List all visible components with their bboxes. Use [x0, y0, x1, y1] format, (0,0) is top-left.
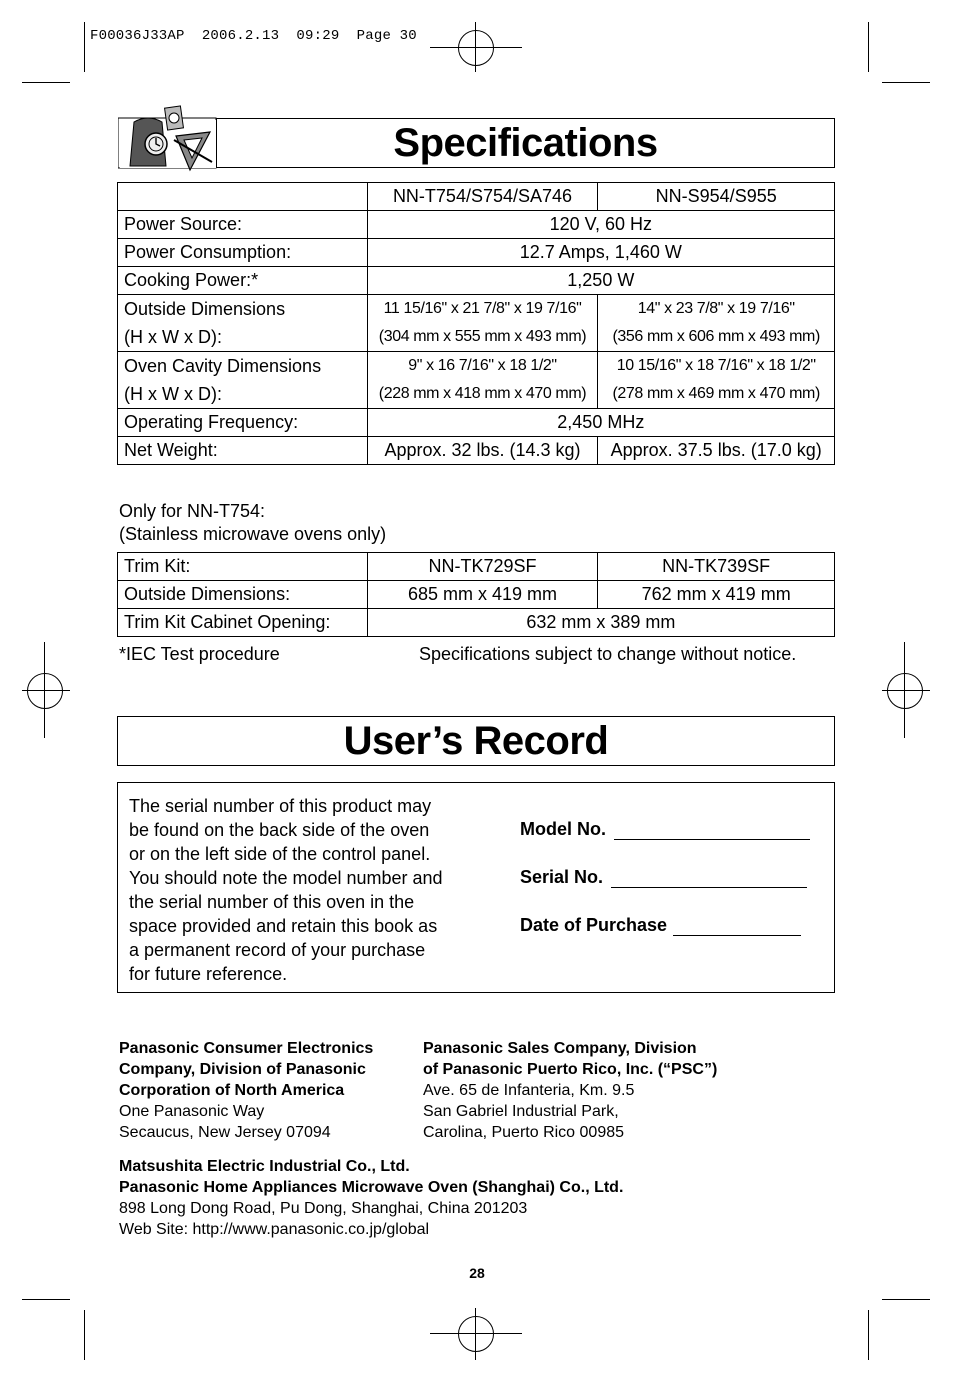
- table-row: [118, 211, 835, 239]
- row-label: Trim Kit:: [118, 553, 368, 581]
- row-value: NN-TK739SF: [598, 553, 835, 581]
- dimension-mm: (304 mm x 555 mm x 493 mm): [378, 328, 587, 345]
- footnote: *IEC Test procedure: [119, 644, 280, 664]
- row-value: [598, 295, 835, 352]
- model-number-label: Model No.: [520, 819, 606, 839]
- crop-mark: [882, 82, 930, 83]
- row-label: Outside Dimensions:: [118, 581, 368, 609]
- table-row: [118, 239, 835, 267]
- row-value: 762 mm x 419 mm: [598, 581, 835, 609]
- row-label: Power Consumption:: [118, 239, 368, 267]
- table-row: [118, 267, 835, 295]
- company-name-line: Panasonic Home Appliances Microwave Oven (Shanghai) Co., Ltd.: [119, 1179, 624, 1196]
- print-job-header: F00036J33AP 2006.2.13 09:29 Page 30: [90, 28, 417, 44]
- row-value: [367, 352, 598, 409]
- row-label-line: Outside Dimensions: [124, 299, 286, 319]
- specifications-title: Specifications: [393, 120, 658, 165]
- address-line: Carolina, Puerto Rico 00985: [423, 1124, 625, 1141]
- address-line: San Gabriel Industrial Park,: [423, 1103, 619, 1120]
- date-of-purchase-blank[interactable]: [673, 917, 801, 936]
- crop-mark: [882, 1299, 930, 1300]
- web-site-line: Web Site: http://www.panasonic.co.jp/global: [119, 1221, 430, 1238]
- model-number-blank[interactable]: [614, 821, 810, 840]
- specifications-title-box: [216, 118, 835, 168]
- serial-number-field[interactable]: [520, 867, 807, 888]
- dimension-inches: 11 15/16" x 21 7/8" x 19 7/16": [383, 300, 582, 317]
- table-row: [118, 581, 835, 609]
- crop-mark: [868, 1310, 869, 1360]
- date-of-purchase-label: Date of Purchase: [520, 915, 668, 935]
- row-value: 120 V, 60 Hz: [367, 211, 834, 239]
- address-line: Secaucus, New Jersey 07094: [119, 1124, 331, 1141]
- paragraph-line: You should note the model number and: [129, 868, 443, 888]
- dimension-mm: (228 mm x 418 mm x 470 mm): [378, 385, 587, 402]
- trim-kit-note: [119, 500, 386, 546]
- row-value: 632 mm x 389 mm: [367, 609, 834, 637]
- company-name-line: of Panasonic Puerto Rico, Inc. (“PSC”): [423, 1061, 718, 1078]
- crop-mark: [84, 1310, 85, 1360]
- change-notice: Specifications subject to change without notice.: [419, 644, 797, 664]
- dimension-inches: 14" x 23 7/8" x 19 7/16": [637, 300, 795, 317]
- paragraph-line: or on the left side of the control panel.: [129, 844, 431, 864]
- paragraph-line: for future reference.: [129, 964, 288, 984]
- row-label-line: (H x W x D):: [124, 327, 222, 347]
- row-value: 1,250 W: [367, 267, 834, 295]
- row-value: [367, 295, 598, 352]
- dimension-inches: 9" x 16 7/16" x 18 1/2": [408, 357, 557, 374]
- dimension-inches: 10 15/16" x 18 7/16" x 18 1/2": [616, 357, 816, 374]
- specifications-icon: [118, 104, 218, 174]
- row-value: Approx. 37.5 lbs. (17.0 kg): [598, 437, 835, 465]
- table-corner-cell: [118, 183, 368, 211]
- row-label: Power Source:: [118, 211, 368, 239]
- table-header-row: [118, 183, 835, 211]
- row-label-line: Oven Cavity Dimensions: [124, 356, 322, 376]
- crop-mark: [868, 22, 869, 72]
- crop-mark: [22, 82, 70, 83]
- address-line: Ave. 65 de Infanteria, Km. 9.5: [423, 1082, 635, 1099]
- company-name-line: Company, Division of Panasonic: [119, 1061, 366, 1078]
- company-name-line: Panasonic Sales Company, Division: [423, 1040, 697, 1057]
- row-value: 685 mm x 419 mm: [367, 581, 598, 609]
- crop-mark: [84, 22, 85, 72]
- table-row: [118, 352, 835, 409]
- column-header: NN-T754/S754/SA746: [367, 183, 598, 211]
- trim-kit-table: [117, 552, 835, 637]
- row-value: [598, 352, 835, 409]
- specifications-table: [117, 182, 835, 465]
- row-label: [118, 295, 368, 352]
- address-line: 898 Long Dong Road, Pu Dong, Shanghai, China 201203: [119, 1200, 528, 1217]
- row-label: Trim Kit Cabinet Opening:: [118, 609, 368, 637]
- row-value: 12.7 Amps, 1,460 W: [367, 239, 834, 267]
- users-record-box: [117, 782, 835, 993]
- page-number: 28: [469, 1265, 485, 1281]
- table-row: [118, 295, 835, 352]
- date-of-purchase-field[interactable]: [520, 915, 801, 936]
- address-matsushita: [119, 1156, 623, 1240]
- row-value: 2,450 MHz: [367, 409, 834, 437]
- address-panasonic-north-america: [119, 1038, 373, 1143]
- table-row: [118, 609, 835, 637]
- paragraph-line: The serial number of this product may: [129, 796, 432, 816]
- company-name-line: Panasonic Consumer Electronics: [119, 1040, 374, 1057]
- company-name-line: Matsushita Electric Industrial Co., Ltd.: [119, 1158, 410, 1175]
- dimension-mm: (356 mm x 606 mm x 493 mm): [612, 328, 820, 345]
- paragraph-line: space provided and retain this book as: [129, 916, 438, 936]
- row-value: Approx. 32 lbs. (14.3 kg): [367, 437, 598, 465]
- row-value: NN-TK729SF: [367, 553, 598, 581]
- address-panasonic-puerto-rico: [423, 1038, 717, 1143]
- row-label: Operating Frequency:: [118, 409, 368, 437]
- company-name-line: Corporation of North America: [119, 1082, 345, 1099]
- table-row: [118, 553, 835, 581]
- users-record-title: User’s Record: [343, 718, 609, 763]
- trim-note-line: Only for NN-T754:: [119, 501, 266, 521]
- row-label: [118, 352, 368, 409]
- table-row: [118, 437, 835, 465]
- row-label: Net Weight:: [118, 437, 368, 465]
- address-line: One Panasonic Way: [119, 1103, 265, 1120]
- row-label-line: (H x W x D):: [124, 384, 222, 404]
- model-number-field[interactable]: [520, 819, 810, 840]
- dimension-mm: (278 mm x 469 mm x 470 mm): [612, 385, 820, 402]
- trim-note-line: (Stainless microwave ovens only): [119, 524, 387, 544]
- paragraph-line: the serial number of this oven in the: [129, 892, 415, 912]
- paragraph-line: be found on the back side of the oven: [129, 820, 430, 840]
- serial-number-instructions: [129, 794, 489, 986]
- serial-number-label: Serial No.: [520, 867, 604, 887]
- users-record-title-box: [117, 716, 835, 766]
- column-header: NN-S954/S955: [598, 183, 835, 211]
- paragraph-line: a permanent record of your purchase: [129, 940, 426, 960]
- serial-number-blank[interactable]: [611, 869, 807, 888]
- table-row: [118, 409, 835, 437]
- crop-mark: [22, 1299, 70, 1300]
- row-label: Cooking Power:*: [118, 267, 368, 295]
